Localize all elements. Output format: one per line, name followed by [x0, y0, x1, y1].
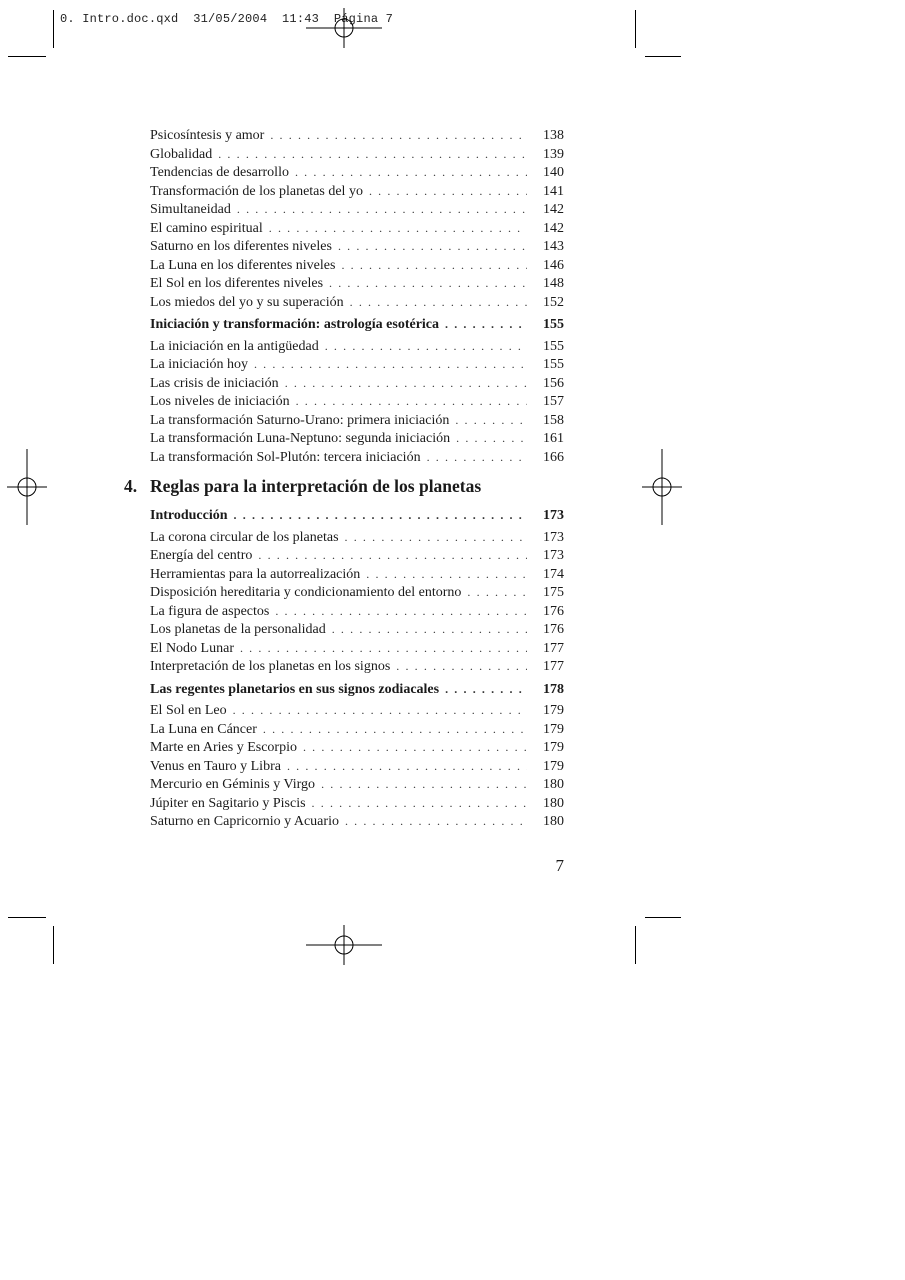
toc-entry: La transformación Saturno-Urano: primera iniciación . . . 158 [150, 411, 564, 430]
toc-entry: El Sol en Leo . . . 179 [150, 701, 564, 720]
toc-entry: Marte en Aries y Escorpio . . . 179 [150, 738, 564, 757]
toc-entry: Saturno en los diferentes niveles . . . 143 [150, 237, 564, 256]
registration-mark-right-icon [642, 449, 682, 525]
toc-entry: La figura de aspectos . . . 176 [150, 602, 564, 621]
crop-mark [8, 917, 46, 918]
toc-entry: La corona circular de los planetas . . . 173 [150, 528, 564, 547]
toc-entry: La Luna en los diferentes niveles . . . 146 [150, 256, 564, 275]
toc-entry: Herramientas para la autorrealización . . . 174 [150, 565, 564, 584]
toc-entry: La transformación Sol-Plutón: tercera iniciación . . . 166 [150, 448, 564, 467]
print-slug: 0. Intro.doc.qxd 31/05/2004 11:43 Página 7 [60, 12, 394, 26]
registration-mark-top-icon [306, 8, 382, 48]
toc-section-heading: Iniciación y transformación: astrología esotérica . . . 155 [150, 315, 564, 334]
crop-mark [53, 10, 54, 48]
toc-entry: Tendencias de desarrollo . . . 140 [150, 163, 564, 182]
toc-entry: La iniciación en la antigüedad . . . 155 [150, 337, 564, 356]
toc-entry: Los niveles de iniciación . . . 157 [150, 392, 564, 411]
crop-mark [53, 926, 54, 964]
crop-mark [8, 56, 46, 57]
toc-entry: Venus en Tauro y Libra . . . 179 [150, 757, 564, 776]
toc-entry: Psicosíntesis y amor . . . 138 [150, 126, 564, 145]
registration-mark-left-icon [7, 449, 47, 525]
crop-mark [645, 917, 681, 918]
toc-entry: Interpretación de los planetas en los signos . . . 177 [150, 657, 564, 676]
toc-entry: Simultaneidad . . . 142 [150, 200, 564, 219]
toc-entry: El camino espiritual . . . 142 [150, 219, 564, 238]
toc-section-heading: Las regentes planetarios en sus signos zodiacales . . . 178 [150, 680, 564, 699]
crop-mark [635, 10, 636, 48]
chapter-heading [124, 472, 564, 500]
page-number: 7 [555, 856, 564, 875]
toc-entry: Las crisis de iniciación . . . 156 [150, 374, 564, 393]
toc-entry: La iniciación hoy . . . 155 [150, 355, 564, 374]
table-of-contents [124, 126, 564, 831]
chapter-title: Reglas para la interpretación de los planetas [150, 476, 482, 496]
toc-entry: La transformación Luna-Neptuno: segunda iniciación . . . 161 [150, 429, 564, 448]
crop-mark [645, 56, 681, 57]
toc-entry: Los miedos del yo y su superación . . . 152 [150, 293, 564, 312]
toc-entry: Globalidad . . . 139 [150, 145, 564, 164]
toc-entry: La Luna en Cáncer . . . 179 [150, 720, 564, 739]
toc-entry: Saturno en Capricornio y Acuario . . . 180 [150, 812, 564, 831]
toc-entry: Júpiter en Sagitario y Piscis . . . 180 [150, 794, 564, 813]
toc-entry: Disposición hereditaria y condicionamiento del entorno . . . 175 [150, 583, 564, 602]
registration-mark-bottom-icon [306, 925, 382, 965]
crop-mark [635, 926, 636, 964]
toc-entry: El Nodo Lunar . . . 177 [150, 639, 564, 658]
toc-entry: Mercurio en Géminis y Virgo . . . 180 [150, 775, 564, 794]
toc-entry: Los planetas de la personalidad . . . 176 [150, 620, 564, 639]
toc-entry: Transformación de los planetas del yo . . . 141 [150, 182, 564, 201]
toc-entry: El Sol en los diferentes niveles . . . 148 [150, 274, 564, 293]
toc-entry: Energía del centro . . . 173 [150, 546, 564, 565]
toc-section-heading: Introducción . . . 173 [150, 506, 564, 525]
chapter-number: 4. [124, 476, 138, 496]
